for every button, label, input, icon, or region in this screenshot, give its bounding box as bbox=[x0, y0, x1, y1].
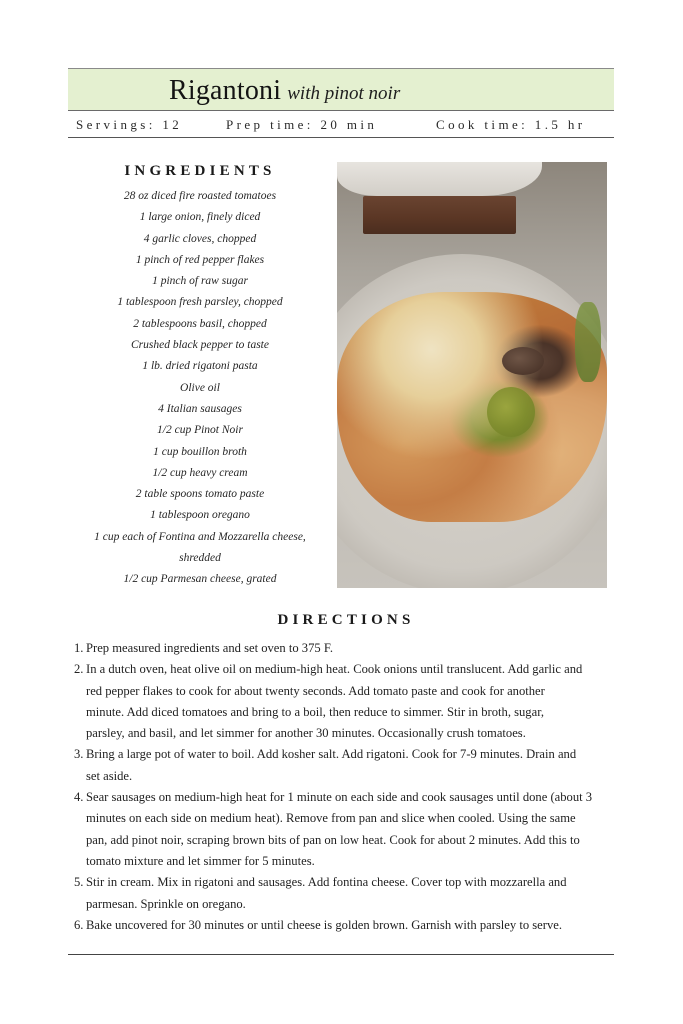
bottom-divider bbox=[68, 954, 614, 955]
step-line: Prep measured ingredients and set oven to 375 F. bbox=[86, 641, 333, 655]
step-line: minutes on each side on medium heat). Remove from pan and slice when cooled. Using the same bbox=[86, 811, 576, 826]
photo-broccoli bbox=[487, 387, 535, 437]
step-line: tomato mixture and let simmer for 5 minutes. bbox=[86, 853, 315, 868]
step-line: parsley, and basil, and let simmer for another 30 minutes. Occasionally crush tomatoes. bbox=[86, 726, 526, 741]
ingredient-item: 28 oz diced fire roasted tomatoes bbox=[123, 190, 277, 202]
photo-bowl bbox=[337, 162, 542, 196]
dish-photo bbox=[337, 162, 607, 588]
ingredient-item: Olive oil bbox=[180, 381, 220, 394]
direction-step bbox=[68, 915, 614, 936]
servings-label: Servings: 12 bbox=[76, 117, 183, 132]
ingredient-item: 1/2 cup Parmesan cheese, grated bbox=[123, 573, 277, 586]
ingredient-item: 1 cup bouillon broth bbox=[153, 445, 247, 458]
step-number: 6. bbox=[74, 917, 84, 932]
title-band bbox=[68, 68, 614, 111]
ingredient-item: 1 cup each of Fontina and Mozzarella cheese, bbox=[94, 530, 306, 543]
prep-time-label: Prep time: 20 min bbox=[226, 117, 378, 132]
ingredient-item: 1 tablespoon oregano bbox=[150, 509, 250, 522]
ingredient-item: Crushed black pepper to taste bbox=[131, 339, 269, 352]
direction-step bbox=[68, 659, 614, 744]
step-number: 2. bbox=[74, 662, 84, 677]
step-line: minute. Add diced tomatoes and bring to a boil, then reduce to simmer. Stir in broth, sugar, bbox=[86, 704, 545, 719]
recipe-info-row bbox=[68, 111, 614, 138]
step-line: pan, add pinot noir, scraping brown bits of pan on low heat. Cook for about 2 minutes. Add this to bbox=[86, 832, 580, 847]
direction-step bbox=[68, 872, 614, 915]
ingredient-item: 2 tablespoons basil, chopped bbox=[133, 317, 267, 330]
direction-step bbox=[68, 787, 614, 872]
step-line: Bring a large pot of water to boil. Add kosher salt. Add rigatoni. Cook for 7-9 minutes. Drain and bbox=[86, 747, 577, 762]
ingredient-item: 2 table spoons tomato paste bbox=[135, 488, 265, 501]
photo-pasta bbox=[337, 292, 607, 522]
ingredient-item: shredded bbox=[179, 552, 221, 565]
step-number: 1. bbox=[74, 641, 84, 655]
ingredients-list bbox=[80, 186, 320, 591]
cook-time-label: Cook time: 1.5 hr bbox=[436, 117, 586, 132]
directions-heading: DIRECTIONS bbox=[277, 612, 415, 628]
step-line: red pepper flakes to cook for about twenty seconds. Add tomato paste and cook for another bbox=[86, 683, 545, 698]
directions-list bbox=[68, 638, 614, 936]
step-line: In a dutch oven, heat olive oil on medium-high heat. Cook onions until translucent. Add garlic and bbox=[86, 662, 583, 677]
recipe-title bbox=[169, 75, 400, 107]
ingredient-item: 1 pinch of raw sugar bbox=[152, 275, 248, 288]
ingredients-heading: INGREDIENTS bbox=[124, 163, 276, 179]
step-number: 3. bbox=[74, 747, 84, 762]
photo-broccoli-side bbox=[575, 302, 601, 382]
direction-step bbox=[68, 638, 614, 659]
photo-mushroom bbox=[502, 347, 544, 375]
direction-step bbox=[68, 744, 614, 787]
ingredient-item: 4 Italian sausages bbox=[158, 402, 242, 415]
ingredient-item: 1 pinch of red pepper flakes bbox=[135, 253, 265, 266]
step-line: Stir in cream. Mix in rigatoni and sausages. Add fontina cheese. Cover top with mozzarella and bbox=[86, 875, 567, 890]
directions-section bbox=[68, 609, 614, 936]
step-line: Bake uncovered for 30 minutes or until cheese is golden brown. Garnish with parsley to serve. bbox=[86, 917, 562, 932]
ingredient-item: 1 large onion, finely diced bbox=[139, 211, 261, 224]
step-number: 4. bbox=[74, 790, 84, 805]
step-line: parmesan. Sprinkle on oregano. bbox=[86, 896, 246, 911]
ingredient-item: 1/2 cup Pinot Noir bbox=[157, 424, 243, 437]
step-line: set aside. bbox=[86, 768, 133, 783]
ingredient-item: 1/2 cup heavy cream bbox=[152, 466, 248, 479]
ingredient-item: 4 garlic cloves, chopped bbox=[143, 232, 257, 245]
ingredients-section bbox=[80, 160, 320, 591]
recipe-title-main: Rigantoni bbox=[169, 75, 282, 106]
step-line: Sear sausages on medium-high heat for 1 minute on each side and cook sausages until done (about 3 bbox=[86, 790, 593, 805]
ingredient-item: 1 tablespoon fresh parsley, chopped bbox=[117, 296, 283, 309]
ingredient-item: 1 lb. dried rigatoni pasta bbox=[142, 360, 258, 373]
photo-wood-block bbox=[363, 196, 516, 234]
step-number: 5. bbox=[74, 875, 84, 890]
recipe-subtitle: with pinot noir bbox=[287, 83, 401, 104]
